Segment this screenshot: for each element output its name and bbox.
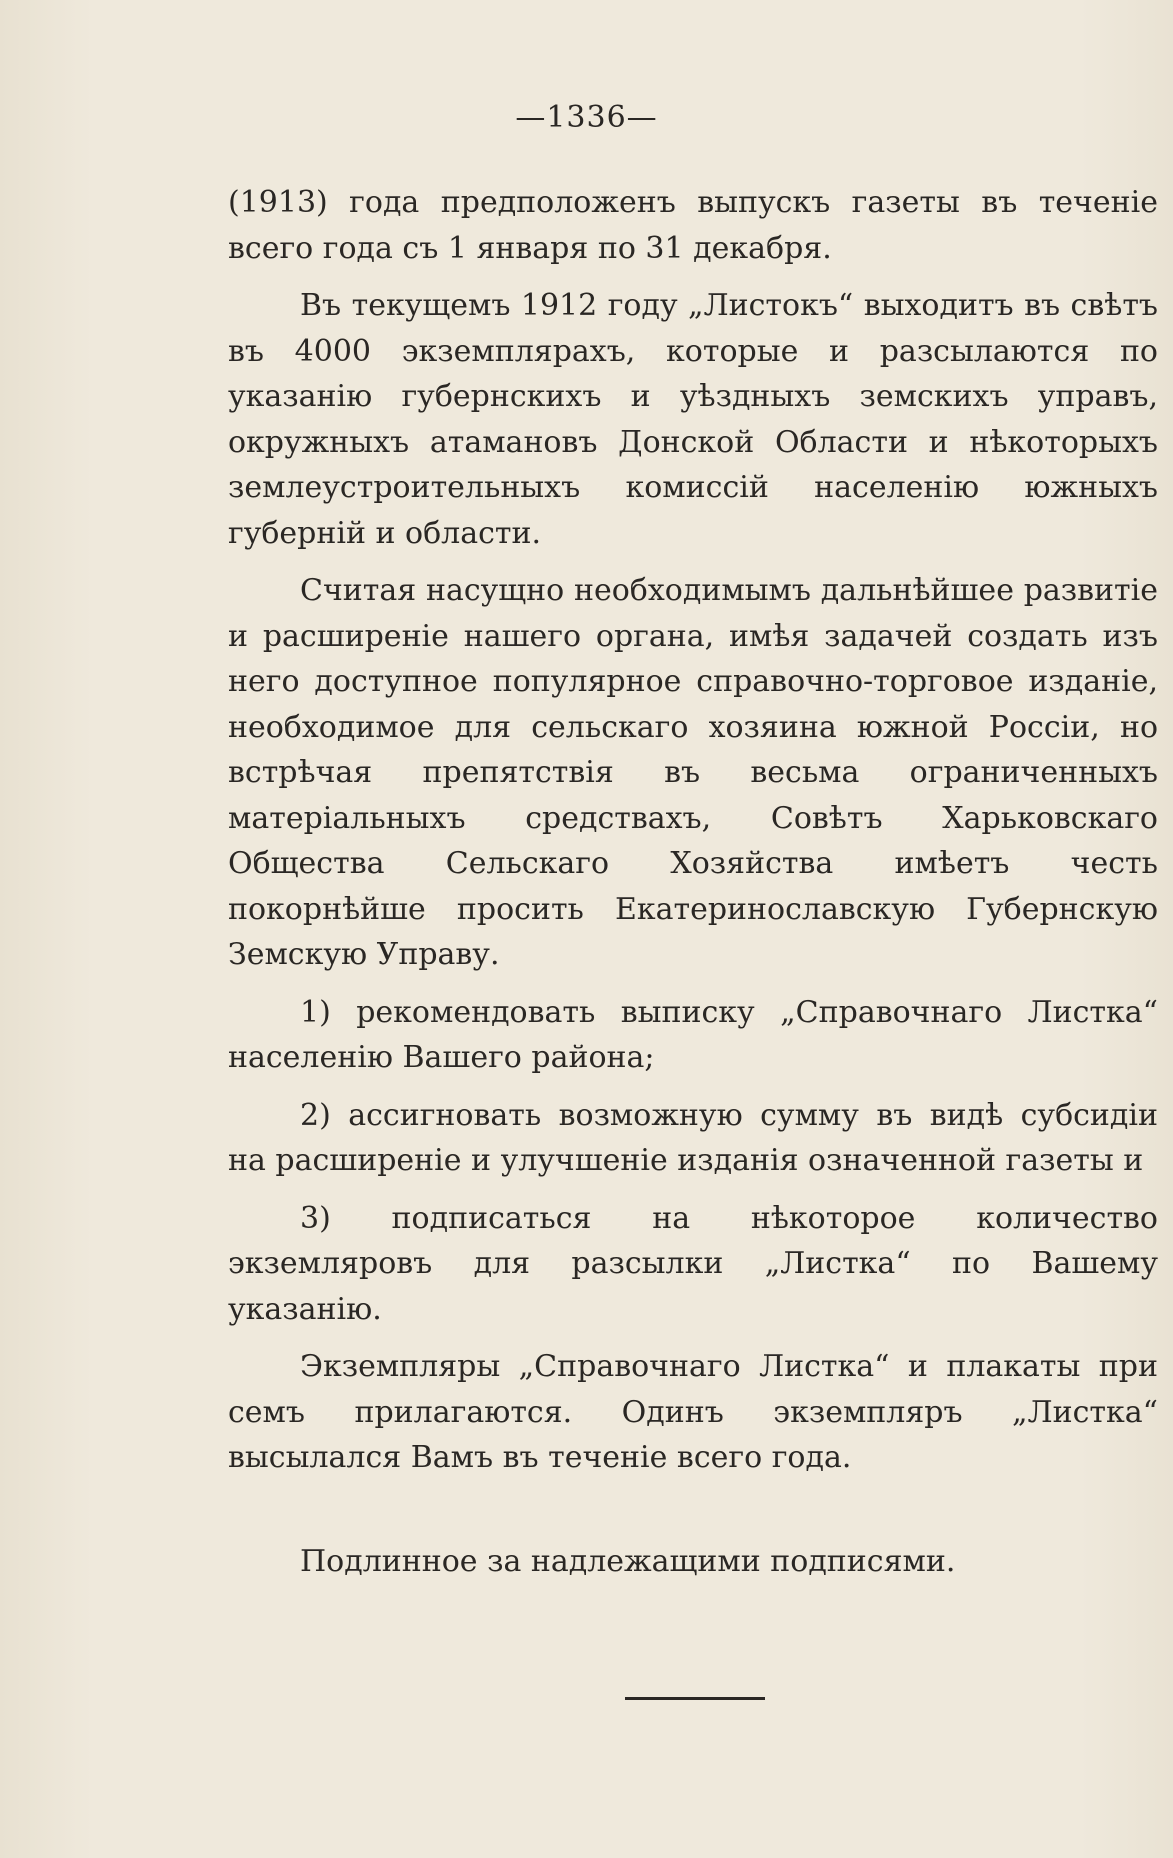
page-number: —1336— bbox=[515, 100, 658, 135]
list-item-1: 1) рекомендовать выписку „Справочнаго Листка“ населенію Вашего района; bbox=[228, 994, 1158, 1075]
paragraph-1: (1913) года предположенъ выпускъ газеты въ теченіе всего года съ 1 января по 31 декабря. bbox=[228, 185, 1158, 266]
closing-rule bbox=[625, 1697, 765, 1700]
closing-line: Подлинное за надлежащими подписями. bbox=[300, 1543, 956, 1579]
list-item-2: 2) ассигновать возможную сумму въ видѣ субсидіи на расширеніе и улучшеніе изданія означенной газеты и bbox=[228, 1097, 1158, 1178]
list-item-3: 3) подписаться на нѣкоторое количество экземляровъ для разсылки „Листка“ по Вашему указанію. bbox=[228, 1200, 1158, 1327]
page-body bbox=[228, 180, 1158, 1596]
paragraph-2: Въ текущемъ 1912 году „Листокъ“ выходитъ въ свѣтъ въ 4000 экземплярахъ, которые и разсылаются по указанію губернскихъ и уѣздныхъ земскихъ управъ, окружныхъ атамановъ Донской Области и нѣкоторыхъ землеустроительныхъ комиссій населенію южныхъ губерній и области. bbox=[228, 288, 1158, 551]
paragraph-3: Считая насущно необходимымъ дальнѣйшее развитіе и расширеніе нашего органа, имѣя задачей создать изъ него доступное популярное справочно-торговое изданіе, необходимое для сельскаго хозяина южной Россіи, но встрѣчая препятствія въ весьма ограниченныхъ матеріальныхъ средствахъ, Совѣтъ Харьковскаго Общества Сельскаго Хозяйства имѣетъ честь покорнѣйше просить Екатеринославскую Губернскую Земскую Управу. bbox=[228, 573, 1158, 972]
paragraph-4: Экземпляры „Справочнаго Листка“ и плакаты при семъ прилагаются. Одинъ экземпляръ „Листка“ высылался Вамъ въ теченіе всего года. bbox=[228, 1349, 1158, 1475]
